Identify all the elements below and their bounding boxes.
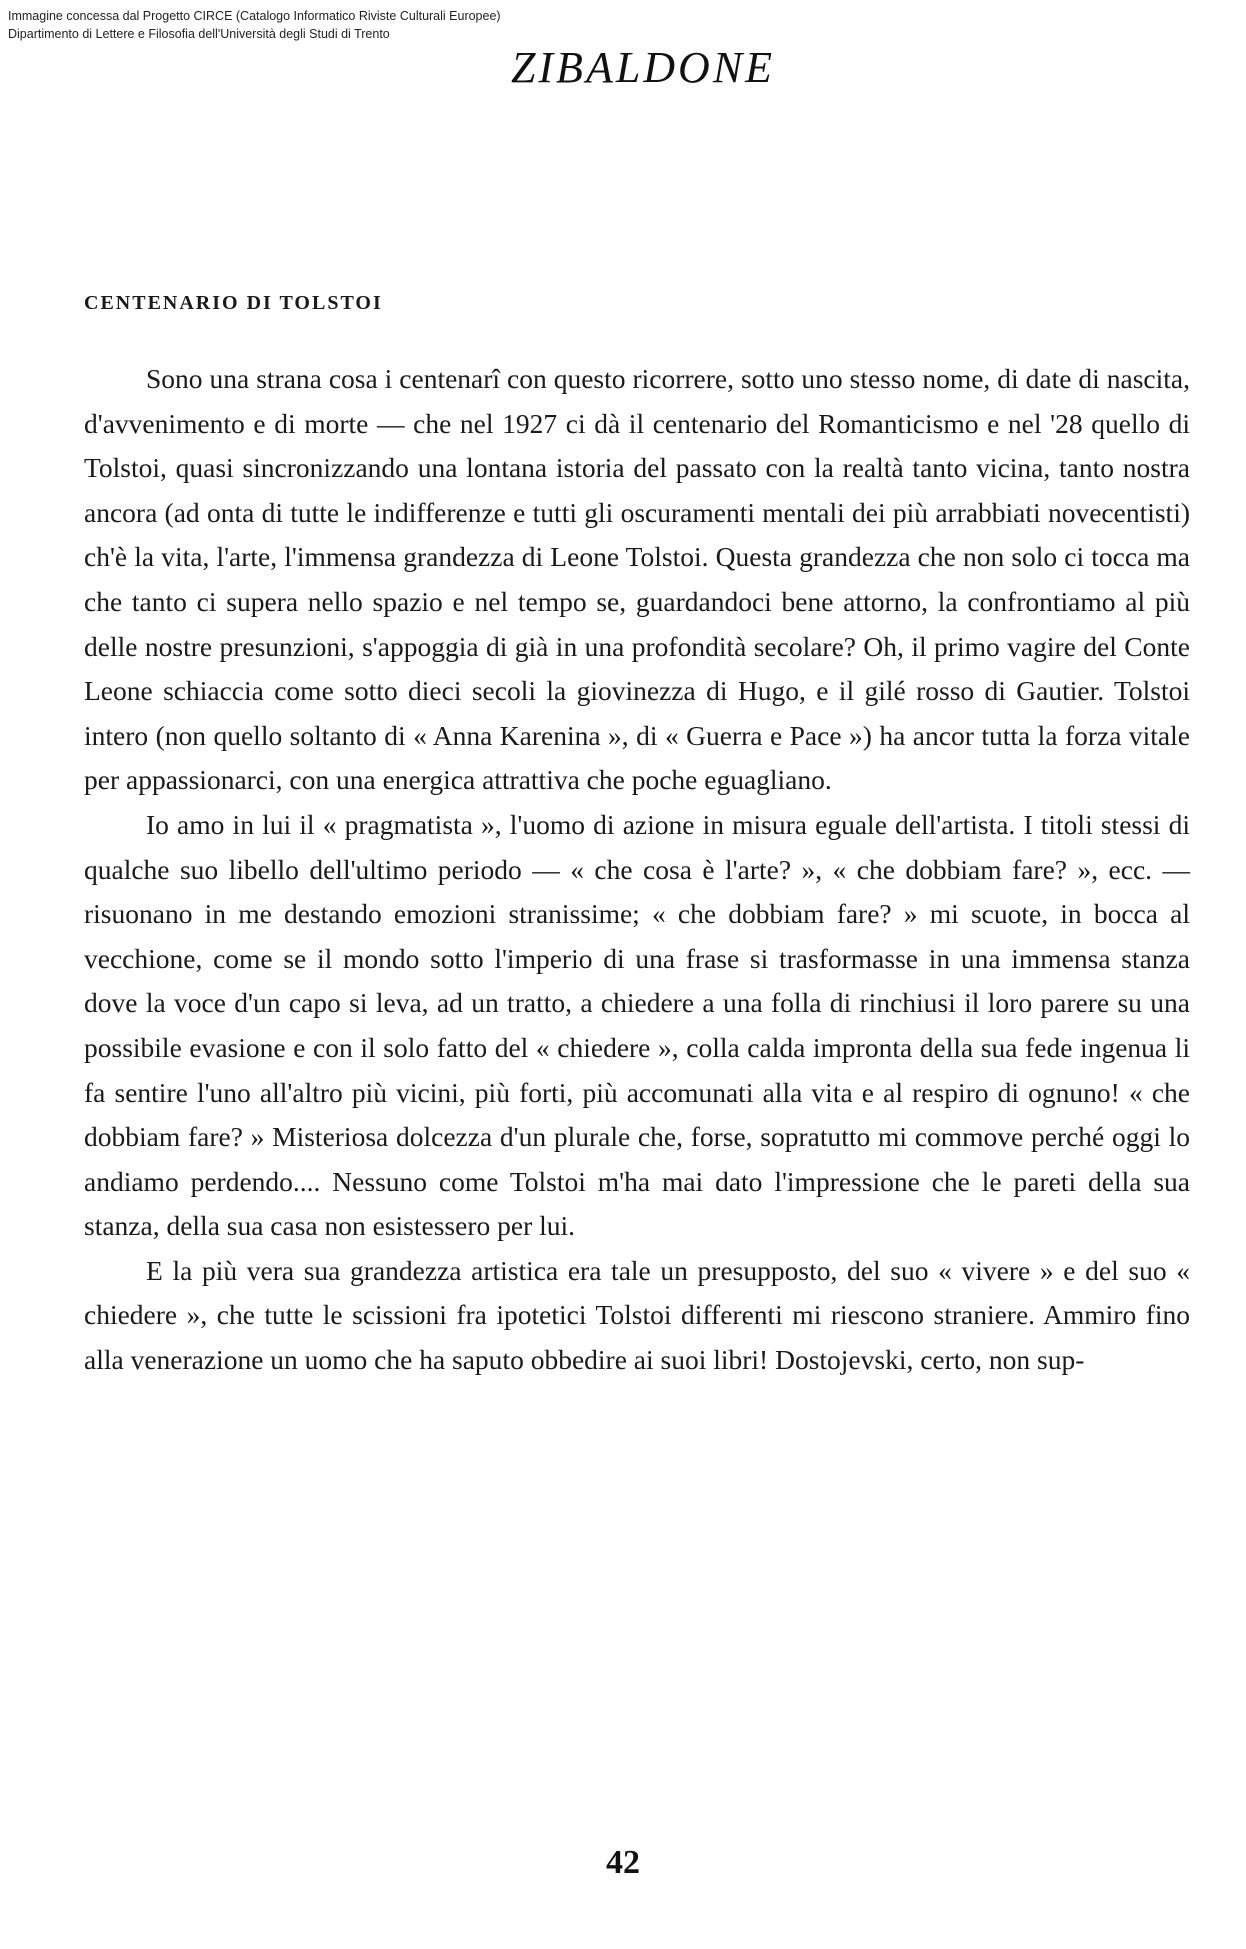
- paragraph: E la più vera sua grandezza artistica era tale un presupposto, del suo « vivere » e del suo « chiedere », che tutte le scissioni fra ipotetici Tolstoi differenti mi riescono straniere. Ammiro fino alla venerazione un uomo che ha saputo obbedire ai suoi libri! Dostojevski, certo, non sup-: [84, 1254, 1190, 1376]
- running-head: ZIBALDONE: [510, 43, 776, 92]
- page-number: 42: [606, 1844, 640, 1881]
- section-title: CENTENARIO DI TOLSTOI: [84, 292, 383, 314]
- credit-line-2: Dipartimento di Lettere e Filosofia dell'Università degli Studi di Trento: [8, 27, 390, 41]
- article-body: [84, 357, 1190, 1383]
- image-credit: [8, 7, 501, 43]
- paragraph: Io amo in lui il « pragmatista », l'uomo di azione in misura eguale dell'artista. I titoli stessi di qualche suo libello dell'ultimo periodo — « che cosa è l'arte? », « che dobbiam fare? », ecc. — risuonano in me destando emozioni stranissime; « che dobbiam fare? » mi scuote, in bocca al vecchione, come se il mondo sotto l'imperio di una frase si trasformasse in una immensa stanza dove la voce d'un capo si leva, ad un tratto, a chiedere a una folla di rinchiusi il loro parere su una possibile evasione e con il solo fatto del « chiedere », colla calda impronta della sua fede ingenua li fa sentire l'uno all'altro più vicini, più forti, più accomunati alla vita e al respiro di ognuno! « che dobbiam fare? » Misteriosa dolcezza d'un plurale che, forse, sopratutto mi commove perché oggi lo andiamo perdendo.... Nessuno come Tolstoi m'ha mai dato l'impressione che le pareti della sua stanza, della sua casa non esistessero per lui.: [84, 808, 1190, 1242]
- paragraph: Sono una strana cosa i centenarî con questo ricorrere, sotto uno stesso nome, di date di nascita, d'avvenimento e di morte — che nel 1927 ci dà il centenario del Romanticismo e nel '28 quello di Tolstoi, quasi sincronizzando una lontana istoria del passato con la realtà tanto vicina, tanto nostra ancora (ad onta di tutte le indifferenze e tutti gli oscuramenti mentali dei più arrabbiati novecentisti) ch'è la vita, l'arte, l'immensa grandezza di Leone Tolstoi. Questa grandezza che non solo ci tocca ma che tanto ci supera nello spazio e nel tempo se, guardandoci bene attorno, la confrontiamo al più delle nostre presunzioni, s'appoggia di già in una profondità secolare? Oh, il primo vagire del Conte Leone schiaccia come sotto dieci secoli la giovinezza di Hugo, e il gilé rosso di Gautier. Tolstoi intero (non quello soltanto di « Anna Karenina », di « Guerra e Pace ») ha ancor tutta la forza vitale per appassionarci, con una energica attrattiva che poche eguagliano.: [84, 363, 1190, 796]
- credit-line-1: Immagine concessa dal Progetto CIRCE (Catalogo Informatico Riviste Culturali Europee): [8, 9, 501, 23]
